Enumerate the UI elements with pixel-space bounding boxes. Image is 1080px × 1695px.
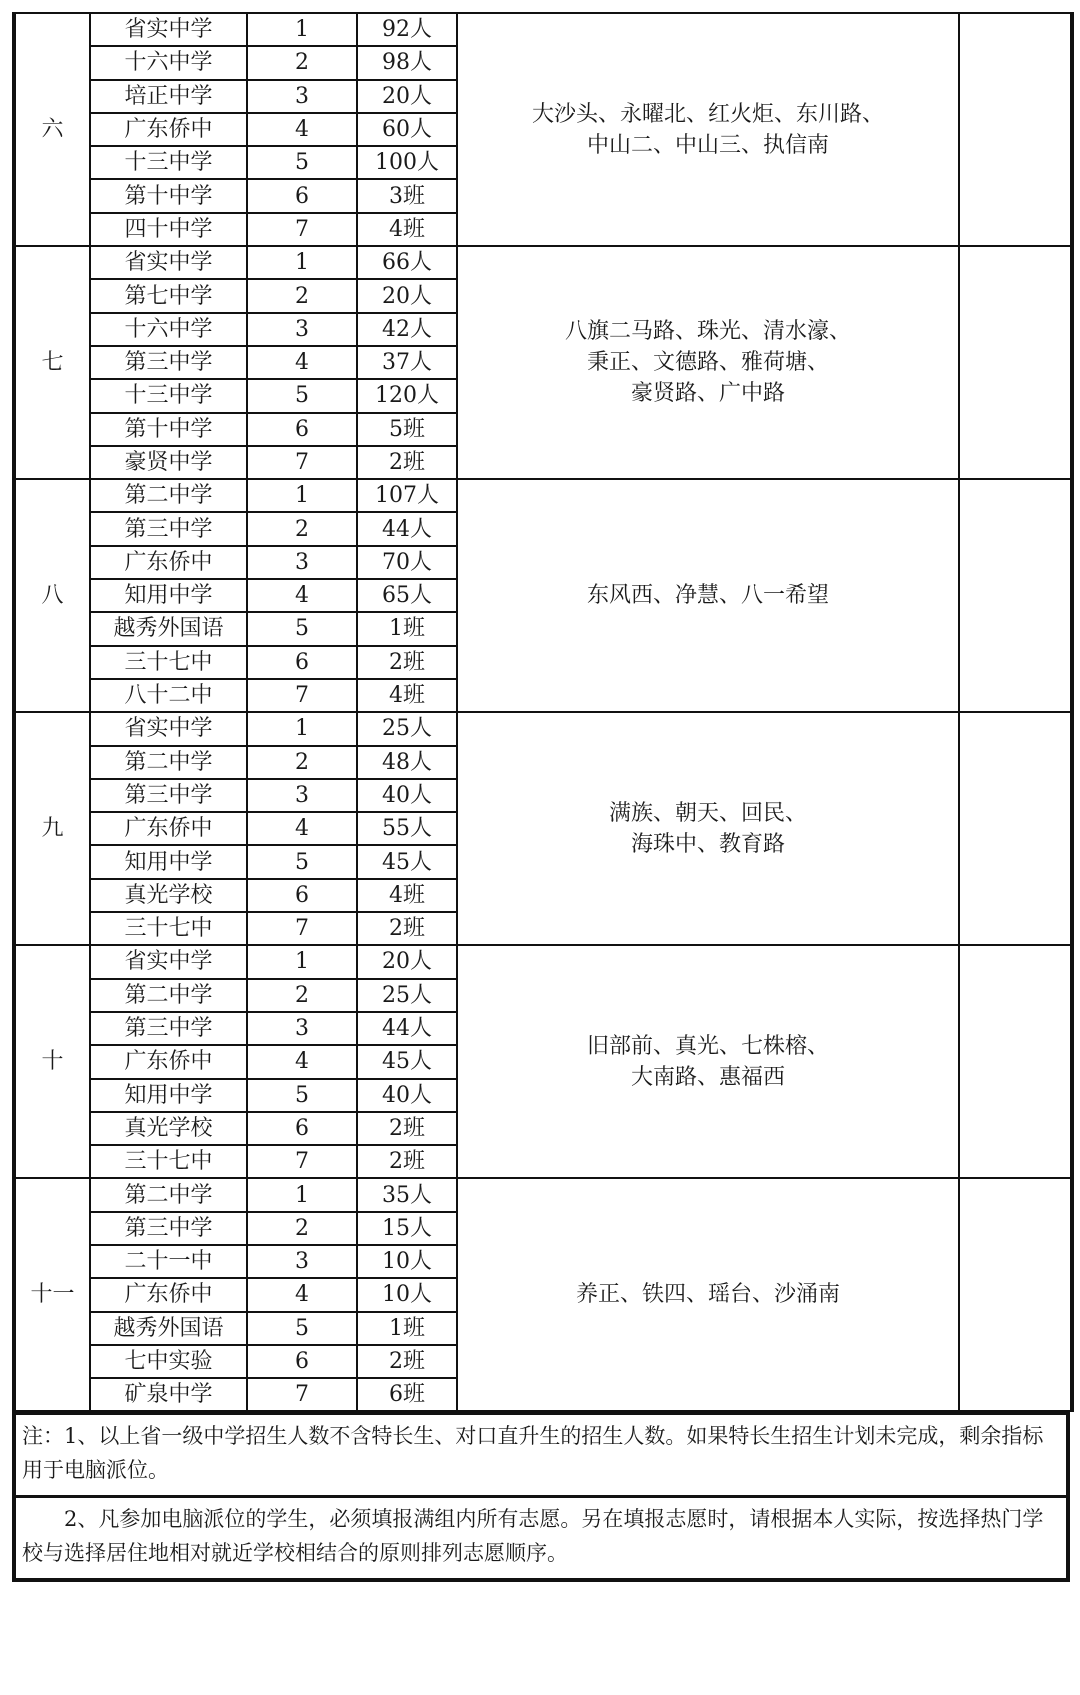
- enrollment-quota: 120人: [357, 379, 457, 412]
- notes-section: [12, 1412, 1070, 1582]
- school-name: 第三中学: [90, 1212, 247, 1245]
- allocation-sheet: [12, 12, 1070, 1582]
- enrollment-quota: 100人: [357, 146, 457, 179]
- school-name: 越秀外国语: [90, 612, 247, 645]
- preference-order: 7: [247, 679, 357, 712]
- school-name: 真光学校: [90, 1112, 247, 1145]
- table-row: [14, 246, 1072, 279]
- preference-order: 2: [247, 512, 357, 545]
- preference-order: 5: [247, 845, 357, 878]
- school-name: 豪贤中学: [90, 446, 247, 479]
- school-name: 第二中学: [90, 979, 247, 1012]
- enrollment-quota: 20人: [357, 279, 457, 312]
- preference-order: 1: [247, 246, 357, 279]
- group-label: 十一: [14, 1178, 90, 1411]
- school-name: 三十七中: [90, 912, 247, 945]
- enrollment-quota: 4班: [357, 213, 457, 246]
- remarks-cell: [959, 479, 1072, 712]
- school-name: 广东侨中: [90, 812, 247, 845]
- preference-order: 6: [247, 1345, 357, 1378]
- school-name: 知用中学: [90, 1079, 247, 1112]
- enrollment-quota: 25人: [357, 979, 457, 1012]
- enrollment-quota: 48人: [357, 746, 457, 779]
- preference-order: 3: [247, 1012, 357, 1045]
- enrollment-quota: 5班: [357, 413, 457, 446]
- school-name: 四十中学: [90, 213, 247, 246]
- preference-order: 1: [247, 13, 357, 46]
- preference-order: 4: [247, 1045, 357, 1078]
- enrollment-quota: 107人: [357, 479, 457, 512]
- enrollment-quota: 98人: [357, 46, 457, 79]
- remarks-cell: [959, 246, 1072, 479]
- enrollment-quota: 2班: [357, 1345, 457, 1378]
- preference-order: 6: [247, 1112, 357, 1145]
- school-name: 第二中学: [90, 1178, 247, 1211]
- enrollment-quota: 15人: [357, 1212, 457, 1245]
- area-line: 旧部前、真光、七株榕、: [586, 1033, 829, 1059]
- preference-order: 3: [247, 1245, 357, 1278]
- school-name: 广东侨中: [90, 546, 247, 579]
- enrollment-quota: 44人: [357, 1012, 457, 1045]
- enrollment-quota: 6班: [357, 1378, 457, 1411]
- residence-areas: [457, 1178, 959, 1411]
- preference-order: 2: [247, 1212, 357, 1245]
- school-name: 第三中学: [90, 512, 247, 545]
- preference-order: 4: [247, 346, 357, 379]
- school-name: 广东侨中: [90, 113, 247, 146]
- preference-order: 2: [247, 46, 357, 79]
- area-line: 豪贤路、广中路: [630, 381, 785, 407]
- remarks-cell: [959, 1178, 1072, 1411]
- school-name: 省实中学: [90, 712, 247, 745]
- residence-areas: [457, 246, 959, 479]
- note-2: 2、凡参加电脑派位的学生，必须填报满组内所有志愿。另在填报志愿时，请根据本人实际，按选择热门学校与选择居住地相对就近学校相结合的原则排列志愿顺序。: [16, 1495, 1066, 1578]
- school-name: 培正中学: [90, 80, 247, 113]
- area-line: 东风西、净慧、八一希望: [586, 583, 829, 609]
- preference-order: 3: [247, 313, 357, 346]
- school-name: 十六中学: [90, 46, 247, 79]
- enrollment-quota: 2班: [357, 1145, 457, 1178]
- school-name: 第十中学: [90, 413, 247, 446]
- enrollment-quota: 70人: [357, 546, 457, 579]
- table-row: [14, 1178, 1072, 1211]
- preference-order: 4: [247, 1278, 357, 1311]
- preference-order: 7: [247, 1378, 357, 1411]
- school-name: 八十二中: [90, 679, 247, 712]
- enrollment-quota: 25人: [357, 712, 457, 745]
- school-name: 第三中学: [90, 779, 247, 812]
- area-line: 海珠中、教育路: [630, 831, 785, 857]
- preference-order: 3: [247, 779, 357, 812]
- school-name: 十三中学: [90, 146, 247, 179]
- residence-areas: [457, 945, 959, 1178]
- school-name: 七中实验: [90, 1345, 247, 1378]
- area-line: 大南路、惠福西: [630, 1064, 785, 1090]
- area-line: 大沙头、永曜北、红火炬、东川路、: [531, 101, 884, 127]
- preference-order: 4: [247, 113, 357, 146]
- area-line: 中山二、中山三、执信南: [586, 132, 829, 158]
- preference-order: 6: [247, 413, 357, 446]
- school-name: 真光学校: [90, 879, 247, 912]
- preference-order: 7: [247, 446, 357, 479]
- enrollment-quota: 92人: [357, 13, 457, 46]
- table-row: [14, 712, 1072, 745]
- enrollment-quota: 1班: [357, 612, 457, 645]
- enrollment-quota: 1班: [357, 1312, 457, 1345]
- table-row: [14, 13, 1072, 46]
- enrollment-quota: 2班: [357, 1112, 457, 1145]
- school-name: 省实中学: [90, 945, 247, 978]
- preference-order: 2: [247, 746, 357, 779]
- school-name: 第二中学: [90, 479, 247, 512]
- residence-areas: [457, 13, 959, 246]
- preference-order: 5: [247, 379, 357, 412]
- school-name: 第三中学: [90, 1012, 247, 1045]
- group-label: 六: [14, 13, 90, 246]
- enrollment-quota: 10人: [357, 1278, 457, 1311]
- enrollment-quota: 45人: [357, 845, 457, 878]
- enrollment-quota: 20人: [357, 945, 457, 978]
- preference-order: 5: [247, 1079, 357, 1112]
- enrollment-quota: 4班: [357, 879, 457, 912]
- school-name: 第十中学: [90, 179, 247, 212]
- enrollment-quota: 2班: [357, 446, 457, 479]
- school-name: 第三中学: [90, 346, 247, 379]
- group-label: 七: [14, 246, 90, 479]
- school-name: 知用中学: [90, 579, 247, 612]
- preference-order: 3: [247, 80, 357, 113]
- preference-order: 1: [247, 945, 357, 978]
- school-name: 第二中学: [90, 746, 247, 779]
- enrollment-quota: 55人: [357, 812, 457, 845]
- enrollment-quota: 40人: [357, 779, 457, 812]
- school-name: 第七中学: [90, 279, 247, 312]
- school-name: 矿泉中学: [90, 1378, 247, 1411]
- school-name: 广东侨中: [90, 1278, 247, 1311]
- preference-order: 2: [247, 979, 357, 1012]
- school-name: 二十一中: [90, 1245, 247, 1278]
- area-line: 秉正、文德路、雅荷塘、: [586, 350, 829, 376]
- enrollment-quota: 65人: [357, 579, 457, 612]
- remarks-cell: [959, 712, 1072, 945]
- enrollment-quota: 44人: [357, 512, 457, 545]
- preference-order: 7: [247, 912, 357, 945]
- preference-order: 1: [247, 1178, 357, 1211]
- group-label: 八: [14, 479, 90, 712]
- enrollment-quota: 60人: [357, 113, 457, 146]
- school-name: 十三中学: [90, 379, 247, 412]
- enrollment-quota: 45人: [357, 1045, 457, 1078]
- enrollment-quota: 10人: [357, 1245, 457, 1278]
- preference-order: 1: [247, 479, 357, 512]
- school-name: 知用中学: [90, 845, 247, 878]
- preference-order: 4: [247, 812, 357, 845]
- note-1: 注：1、以上省一级中学招生人数不含特长生、对口直升生的招生人数。如果特长生招生计划未完成，剩余指标用于电脑派位。: [16, 1412, 1066, 1495]
- preference-order: 6: [247, 646, 357, 679]
- enrollment-quota: 20人: [357, 80, 457, 113]
- school-name: 三十七中: [90, 646, 247, 679]
- preference-order: 5: [247, 1312, 357, 1345]
- enrollment-quota: 2班: [357, 646, 457, 679]
- enrollment-quota: 37人: [357, 346, 457, 379]
- preference-order: 4: [247, 579, 357, 612]
- area-line: 满族、朝天、回民、: [608, 800, 807, 826]
- enrollment-quota: 35人: [357, 1178, 457, 1211]
- preference-order: 6: [247, 179, 357, 212]
- enrollment-quota: 66人: [357, 246, 457, 279]
- residence-areas: [457, 479, 959, 712]
- preference-order: 5: [247, 146, 357, 179]
- preference-order: 6: [247, 879, 357, 912]
- preference-order: 2: [247, 279, 357, 312]
- area-line: 八旗二马路、珠光、清水濠、: [564, 319, 851, 345]
- preference-order: 3: [247, 546, 357, 579]
- enrollment-quota: 4班: [357, 679, 457, 712]
- group-label: 九: [14, 712, 90, 945]
- table-row: [14, 945, 1072, 978]
- enrollment-quota: 40人: [357, 1079, 457, 1112]
- preference-order: 5: [247, 612, 357, 645]
- school-name: 省实中学: [90, 13, 247, 46]
- enrollment-quota: 42人: [357, 313, 457, 346]
- residence-areas: [457, 712, 959, 945]
- preference-order: 7: [247, 213, 357, 246]
- enrollment-quota: 2班: [357, 912, 457, 945]
- remarks-cell: [959, 13, 1072, 246]
- school-name: 十六中学: [90, 313, 247, 346]
- enrollment-quota: 3班: [357, 179, 457, 212]
- school-name: 越秀外国语: [90, 1312, 247, 1345]
- area-line: 养正、铁四、瑶台、沙涌南: [575, 1282, 840, 1308]
- preference-order: 7: [247, 1145, 357, 1178]
- school-name: 省实中学: [90, 246, 247, 279]
- remarks-cell: [959, 945, 1072, 1178]
- group-label: 十: [14, 945, 90, 1178]
- table-row: [14, 479, 1072, 512]
- preference-order: 1: [247, 712, 357, 745]
- school-name: 三十七中: [90, 1145, 247, 1178]
- school-allocation-table: [12, 12, 1074, 1412]
- school-name: 广东侨中: [90, 1045, 247, 1078]
